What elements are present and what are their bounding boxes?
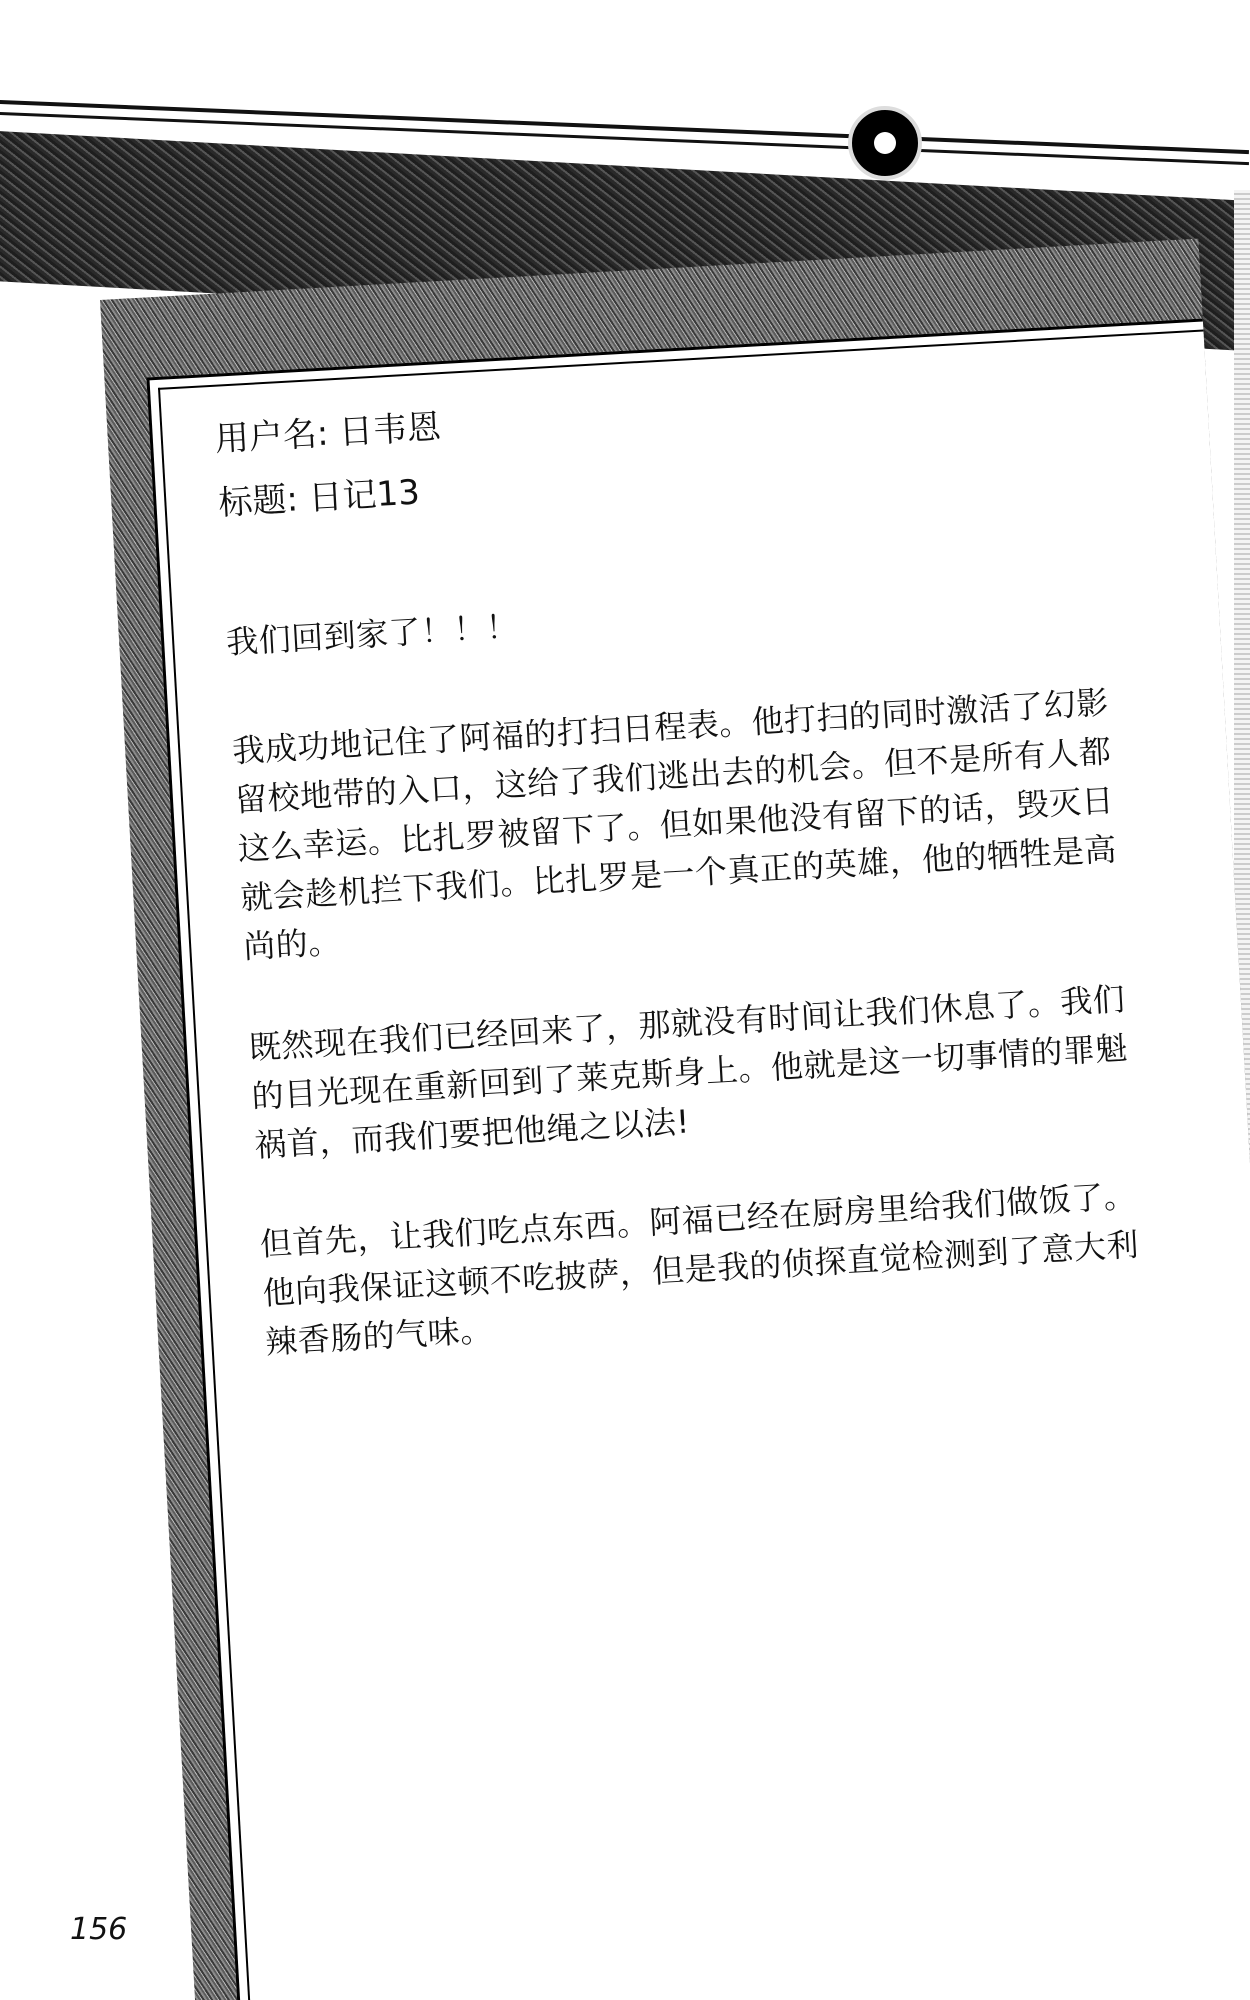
username-line: 用户名: 日韦恩 — [213, 407, 443, 460]
title-line: 标题: 日记13 — [217, 472, 421, 524]
laptop-screen — [100, 239, 1250, 2000]
paragraph-1: 我们回到家了！！！ — [225, 607, 520, 662]
page-number: 156 — [70, 1912, 128, 1947]
diary-content — [214, 365, 1166, 1368]
paragraph-4: 但首先，让我们吃点东西。阿福已经在厨房里给我们做饭了。他向我保证这顿不吃披萨，但是我的侦探直觉检测到了意大利辣香肠的气味。 — [258, 1176, 1140, 1362]
paragraph-3: 既然现在我们已经回来了，那就没有时间让我们休息了。我们的目光现在重新回到了莱克斯身上。他就是这一切事情的罪魁祸首，而我们要把他绳之以法! — [247, 979, 1129, 1165]
webcam-icon — [848, 106, 922, 180]
paragraph-2: 我成功地记住了阿福的打扫日程表。他打扫的同时激活了幻影留校地带的入口，这给了我们逃出去的机会。但不是所有人都这么幸运。比扎罗被留下了。但如果他没有留下的话，毁灭日就会趁机拦下我们。比扎罗是一个真正的英雄，他的牺牲是高尚的。 — [231, 683, 1118, 966]
diary-document — [146, 318, 1250, 2000]
webcam-lens — [874, 132, 896, 154]
